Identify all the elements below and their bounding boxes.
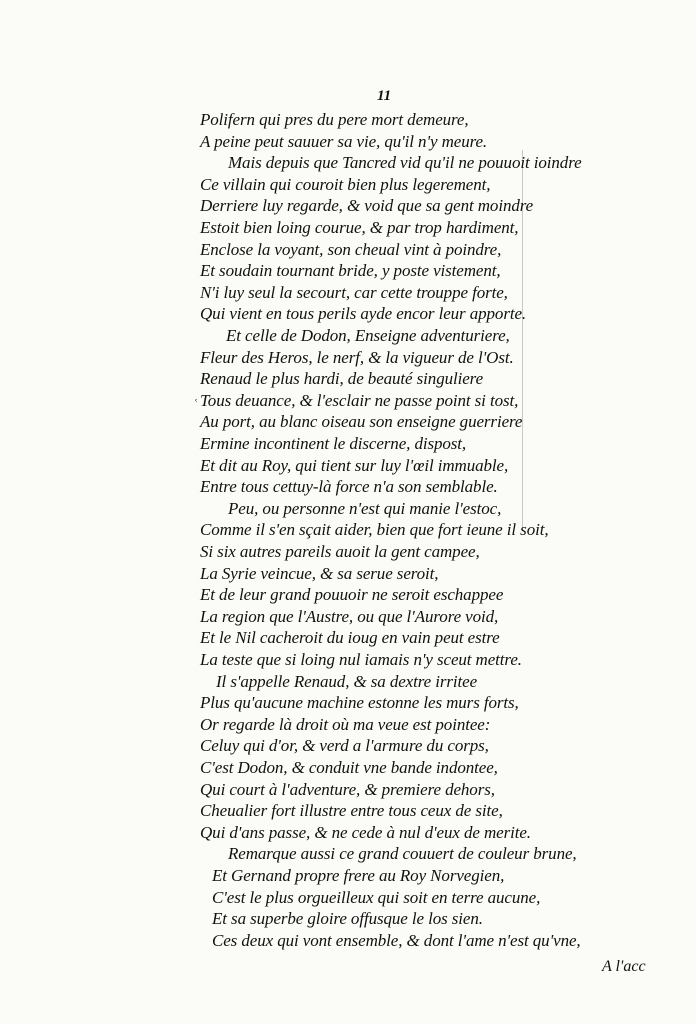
verse-line: La teste que si loing nul iamais n'y sceut mettre.	[200, 650, 522, 669]
verse-line: Renaud le plus hardi, de beauté singuliere	[200, 369, 484, 389]
verse-line: Ce villain qui couroit bien plus legerement,	[200, 174, 491, 194]
catchword: A l'acc	[602, 958, 646, 975]
verse-line: Remarque aussi ce grand couuert de couleur brune,	[228, 844, 577, 864]
verse-line: Et sa superbe gloire offusque le los sien.	[212, 909, 483, 929]
verse-line: Derriere luy regarde, & void que sa gent moindre	[200, 196, 534, 216]
verse-line: Estoit bien loing courue, & par trop hardiment,	[200, 218, 519, 237]
verse-line: Et Gernand propre frere au Roy Norvegien,	[212, 866, 505, 885]
verse-line: Celuy qui d'or, & verd a l'armure du corps,	[200, 736, 489, 756]
verse-line: Fleur des Heros, le nerf, & la vigueur de l'Ost.	[200, 347, 514, 367]
verse-line: Et celle de Dodon, Enseigne adventuriere,	[226, 326, 510, 345]
verse-line: Au port, au blanc oiseau son enseigne guerriere	[200, 412, 523, 432]
marginal-mark: ʿ	[193, 398, 198, 413]
verse-line: Ces deux qui vont ensemble, & dont l'ame n'est qu'vne,	[212, 930, 581, 950]
verse-line: Plus qu'aucune machine estonne les murs forts,	[200, 693, 519, 713]
verse-line: Or regarde là droit où ma veue est pointee:	[200, 714, 491, 734]
verse-line: La region que l'Austre, ou que l'Aurore void,	[200, 606, 499, 626]
verse-line: Entre tous cettuy-là force n'a son semblable.	[200, 477, 498, 497]
verse-line: Tous deuance, & l'esclair ne passe point si tost,	[200, 390, 519, 410]
verse-line: C'est Dodon, & conduit vne bande indontee,	[200, 758, 498, 777]
verse-line: A peine peut sauuer sa vie, qu'il n'y meure.	[200, 131, 488, 151]
folio-number: 11	[377, 88, 392, 104]
verse-line: C'est le plus orgueilleux qui soit en terre aucune,	[212, 887, 541, 907]
verse-line: Si six autres pareils auoit la gent campee,	[200, 542, 480, 561]
verse-line: Il s'appelle Renaud, & sa dextre irritee	[216, 671, 478, 691]
verse-line: Qui vient en tous perils ayde encor leur apporte.	[200, 304, 527, 324]
verse-line: Et de leur grand pouuoir ne seroit eschappee	[200, 585, 504, 605]
verse-line: Ermine incontinent le discerne, dispost,	[200, 434, 467, 453]
verse-line: Et soudain tournant bride, y poste vistement,	[200, 261, 501, 281]
verse-line: Peu, ou personne n'est qui manie l'estoc,	[228, 498, 502, 518]
verse-line: N'i luy seul la secourt, car cette trouppe forte,	[200, 282, 508, 302]
verse-line: Comme il s'en sçait aider, bien que fort ieune il soit,	[200, 520, 549, 540]
verse-line: Polifern qui pres du pere mort demeure,	[200, 110, 469, 129]
verse-line: Qui d'ans passe, & ne cede à nul d'eux de merite.	[200, 822, 531, 842]
verse-line: Mais depuis que Tancred vid qu'il ne pouuoit ioindre	[228, 153, 582, 173]
verse-line: Cheualier fort illustre entre tous ceux de site,	[200, 801, 503, 821]
verse-line: La Syrie veincue, & sa serue seroit,	[200, 563, 439, 583]
verse-line: Et le Nil cacheroit du ioug en vain peut estre	[200, 628, 500, 648]
verse-line: Enclose la voyant, son cheual vint à poindre,	[200, 239, 502, 259]
verse-line: Qui court à l'adventure, & premiere dehors,	[200, 779, 495, 799]
verse-line: Et dit au Roy, qui tient sur luy l'œil immuable,	[200, 455, 509, 475]
